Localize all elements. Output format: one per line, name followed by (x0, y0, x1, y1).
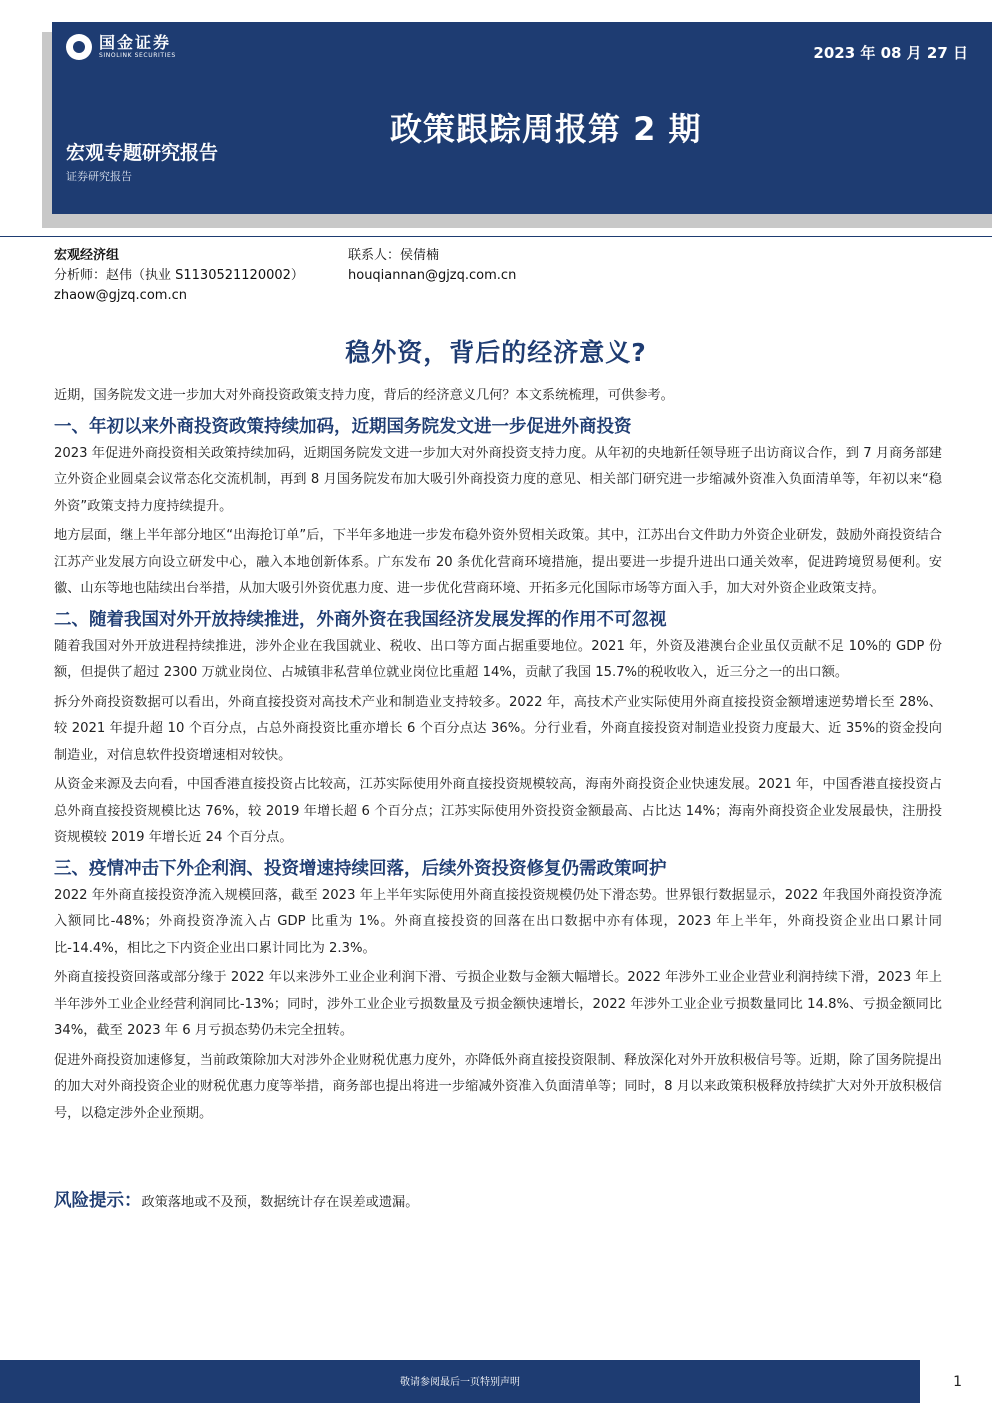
author-block (54, 246, 304, 306)
section-1-paragraph-2: 地方层面，继上半年部分地区“出海抢订单”后，下半年多地进一步发布稳外资外贸相关政策。其中，江苏出台文件助力外资企业研发，鼓励外商投资结合江苏产业发展方向设立研发中心，融入本地创新体系。广东发布 20 条优化营商环境措施，提出要进一步提升进出口通关效率，促进跨境贸易便利。安徽、山东等地也陆续出台举措，从加大吸引外资优惠力度、进一步优化营商环境、开拓多元化国际市场等方面入手，加大对外资企业政策支持。 (54, 528, 942, 596)
analyst-name: 分析师：赵伟（执业 S1130521120002） (54, 268, 304, 283)
section-1-heading: 一、年初以来外商投资政策持续加码，近期国务院发文进一步促进外商投资 (54, 416, 632, 437)
contact-email: houqiannan@gjzq.com.cn (348, 268, 517, 283)
page-number: 1 (953, 1374, 962, 1390)
section-3-paragraph-3: 促进外商投资加速修复，当前政策除加大对涉外企业财税优惠力度外，亦降低外商直接投资限制、释放深化对外开放积极信号等。近期，除了国务院提出的加大对外商投资企业的财税优惠力度等举措，商务部也提出将进一步缩减外资准入负面清单等；同时，8 月以来政策积极释放持续扩大对外开放积极信号，以稳定涉外企业预期。 (54, 1052, 942, 1121)
logo-text (99, 34, 176, 60)
risk-label: 风险提示： (54, 1191, 142, 1211)
report-type: 宏观专题研究报告 (66, 142, 219, 164)
report-date: 2023 年 08 月 27 日 (813, 44, 968, 62)
analyst-email: zhaow@gjzq.com.cn (54, 288, 187, 303)
logo-mark-icon (66, 34, 92, 60)
brand-name-cn: 国金证券 (99, 33, 172, 52)
research-group: 宏观经济组 (54, 248, 120, 263)
contact-block (348, 246, 516, 286)
article-headline: 稳外资，背后的经济意义? (345, 338, 647, 367)
section-2-paragraph-3: 从资金来源及去向看，中国香港直接投资占比较高，江苏实际使用外商直接投资规模较高，海南外商投资企业快速发展。2021 年，中国香港直接投资占总外商直接投资规模比达 76%，较 2019 年增长超 6 个百分点；江苏实际使用外资投资金额最高、占比达 14%；海南外商投资企业发展最快，注册投资规模较 2019 年增长近 24 个百分点。 (54, 777, 942, 845)
article-body (54, 383, 942, 1130)
section-3-heading: 三、疫情冲击下外企利润、投资增速持续回落，后续外资投资修复仍需政策呵护 (54, 858, 667, 879)
risk-notice (54, 1188, 942, 1216)
footer-disclaimer-link: 敬请参阅最后一页特别声明 (400, 1377, 520, 1388)
section-1-paragraph-1: 2023 年促进外商投资相关政策持续加码，近期国务院发文进一步加大对外商投资支持力度。从年初的央地新任领导班子出访商议合作，到 7 月商务部建立外资企业圆桌会议常态化交流机制，再到 8 月国务院发布加大吸引外商投资力度的意见、相关部门研究进一步缩减外资准入负面清单等，年初以来“稳外资”政策支持力度持续提升。 (54, 445, 942, 514)
section-2-paragraph-1: 随着我国对外开放进程持续推进，涉外企业在我国就业、税收、出口等方面占据重要地位。2021 年，外资及港澳台企业虽仅贡献不足 10%的 GDP 份额，但提供了超过 2300 万就业岗位、占城镇非私营单位就业岗位比重超 14%，贡献了我国 15.7%的税收收入，近三分之一的出口额。 (54, 638, 942, 680)
section-3-paragraph-1: 2022 年外商直接投资净流入规模回落，截至 2023 年上半年实际使用外商直接投资规模仍处下滑态势。世界银行数据显示，2022 年我国外商投资净流入额同比-48%；外商投资净流入占 GDP 比重为 1%。外商直接投资的回落在出口数据中亦有体现，2023 年上半年，外商投资企业出口累计同比-14.4%，相比之下内资企业出口累计同比为 2.3%。 (54, 887, 942, 956)
intro-paragraph: 近期，国务院发文进一步加大对外商投资政策支持力度，背后的经济意义几何？本文系统梳理，可供参考。 (54, 388, 674, 403)
report-title: 政策跟踪周报第 2 期 (390, 110, 702, 148)
section-2-heading: 二、随着我国对外开放持续推进，外商外资在我国经济发展发挥的作用不可忽视 (54, 609, 667, 630)
section-2-paragraph-2: 拆分外商投资数据可以看出，外商直接投资对高技术产业和制造业支持较多。2022 年，高技术产业实际使用外商直接投资金额增速逆势增长至 28%、较 2021 年提升超 10 个百分点，占总外商投资比重亦增长 6 个百分点达 36%。分行业看，外商直接投资对制造业投资力度最大、近 35%的资金投向制造业，对信息软件投资增速相对较快。 (54, 694, 942, 763)
contact-name: 联系人：侯倩楠 (348, 248, 440, 263)
header-divider (0, 236, 992, 237)
section-3-paragraph-2: 外商直接投资回落或部分缘于 2022 年以来涉外工业企业利润下滑、亏损企业数与金额大幅增长。2022 年涉外工业企业营业利润持续下滑，2023 年上半年涉外工业企业经营利润同比-13%；同时，涉外工业企业亏损数量及亏损金额快速增长，2022 年涉外工业企业亏损数量同比 14.8%、亏损金额同比 34%，截至 2023 年 6 月亏损态势仍未完全扭转。 (54, 970, 942, 1038)
brand-name-en: SINOLINK SECURITIES (99, 52, 176, 59)
brand-logo (66, 34, 176, 60)
report-subtype: 证券研究报告 (66, 170, 132, 183)
risk-text: 政策落地或不及预，数据统计存在误差或遗漏。 (141, 1195, 419, 1210)
